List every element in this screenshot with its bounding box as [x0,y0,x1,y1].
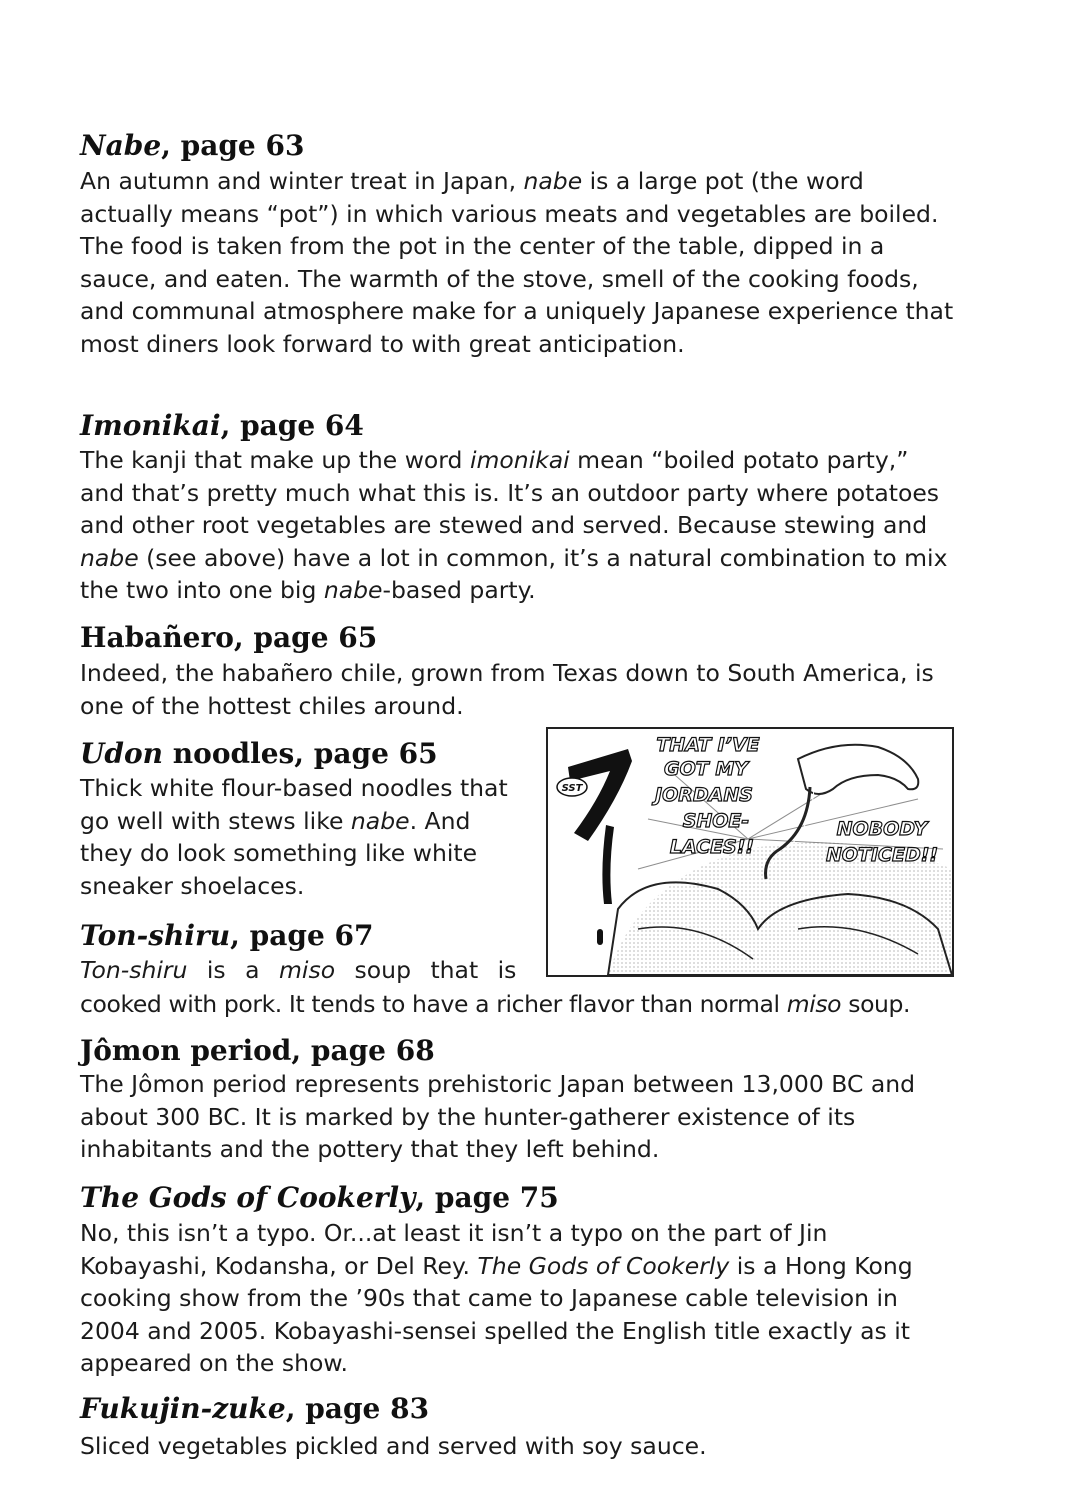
speech-line: GOT MY [664,758,748,780]
heading-page-ref: , page 63 [161,129,305,162]
heading-page-ref: , page 64 [220,409,364,442]
heading-habanero: Habañero, page 65 [80,621,378,654]
definition-jomon-period: The Jômon period represents prehistoric Japan between 13,000 BC and about 300 BC. It is marked by the hunter-gatherer existence of its inhabitants and the pottery that they left behind. [80,1070,916,1164]
sfx-label: SST [561,783,583,794]
heading-term: Udon [80,737,164,770]
definition-fukujin-zuke: Sliced vegetables pickled and served with soy sauce. [80,1432,707,1460]
manga-panel-art [548,729,952,975]
speech-line: NOTICED!! [825,844,939,866]
heading-term: Fukujin-zuke [80,1392,286,1425]
heading-page-ref: , page 83 [285,1392,430,1425]
heading-page-ref: , page 67 [230,919,374,952]
speech-line: NOBODY [836,818,928,840]
definition-ton-shiru-line2: cooked with pork. It tends to have a richer flavor than normal miso soup. [80,990,911,1018]
definition-gods-of-cookerly: No, this isn’t a typo. Or...at least it isn’t a typo on the part of Jin Kobayashi, Kodansha, or Del Rey. The Gods of Cookerly is a Hong Kong cooking show from the ’90s that came to Japanese cable television in 2004 and 2005. Kobayashi-sensei spelled the English title exactly as it appeared on the show. [80,1219,913,1378]
heading-udon [80,738,438,770]
heading-gods-of-cookerly [80,1182,559,1214]
speech-line: SHOE- [682,810,750,832]
heading-term: Nabe [80,129,162,162]
heading-page-ref: , page 75 [415,1181,559,1214]
heading-fukujin-zuke [80,1393,429,1425]
heading-nabe [80,130,304,162]
heading-term: Imonikai [80,409,221,442]
manga-panel [546,727,954,977]
heading-imonikai [80,410,364,442]
heading-term: The Gods of Cookerly [80,1181,416,1214]
speech-line: LACES!! [669,836,755,858]
heading-page-ref: noodles, page 65 [163,737,438,770]
heading-ton-shiru [80,920,373,952]
definition-habanero: Indeed, the habañero chile, grown from Texas down to South America, is one of the hottest chiles around. [80,659,934,720]
heading-term: Ton-shiru [80,919,231,952]
definition-udon: Thick white flour-based noodles that go well with stews like nabe. And they do look something like white sneaker shoelaces. [80,774,508,900]
speech-line: JORDANS [655,784,753,806]
definition-imonikai: The kanji that make up the word imonikai mean “boiled potato party,” and that’s pretty much what this is. It’s an outdoor party where potatoes and other root vegetables are stewed and served. Because stewing and nabe (see above) have a lot in common, it’s a natural combination to mix the two into one big nabe-based party. [80,446,948,605]
speech-line: THAT I’VE [656,734,760,756]
definition-nabe: An autumn and winter treat in Japan, nabe is a large pot (the word actually means “pot”) in which various meats and vegetables are boiled. The food is taken from the pot in the center of the table, dipped in a sauce, and eaten. The warmth of the stove, smell of the cooking foods, and communal atmosphere make for a uniquely Japanese experience that most diners look forward to with great anticipation. [80,167,954,358]
heading-jomon-period: Jômon period, page 68 [80,1034,435,1067]
definition-ton-shiru-line1: Ton-shiru is a miso soup that is [80,956,517,984]
